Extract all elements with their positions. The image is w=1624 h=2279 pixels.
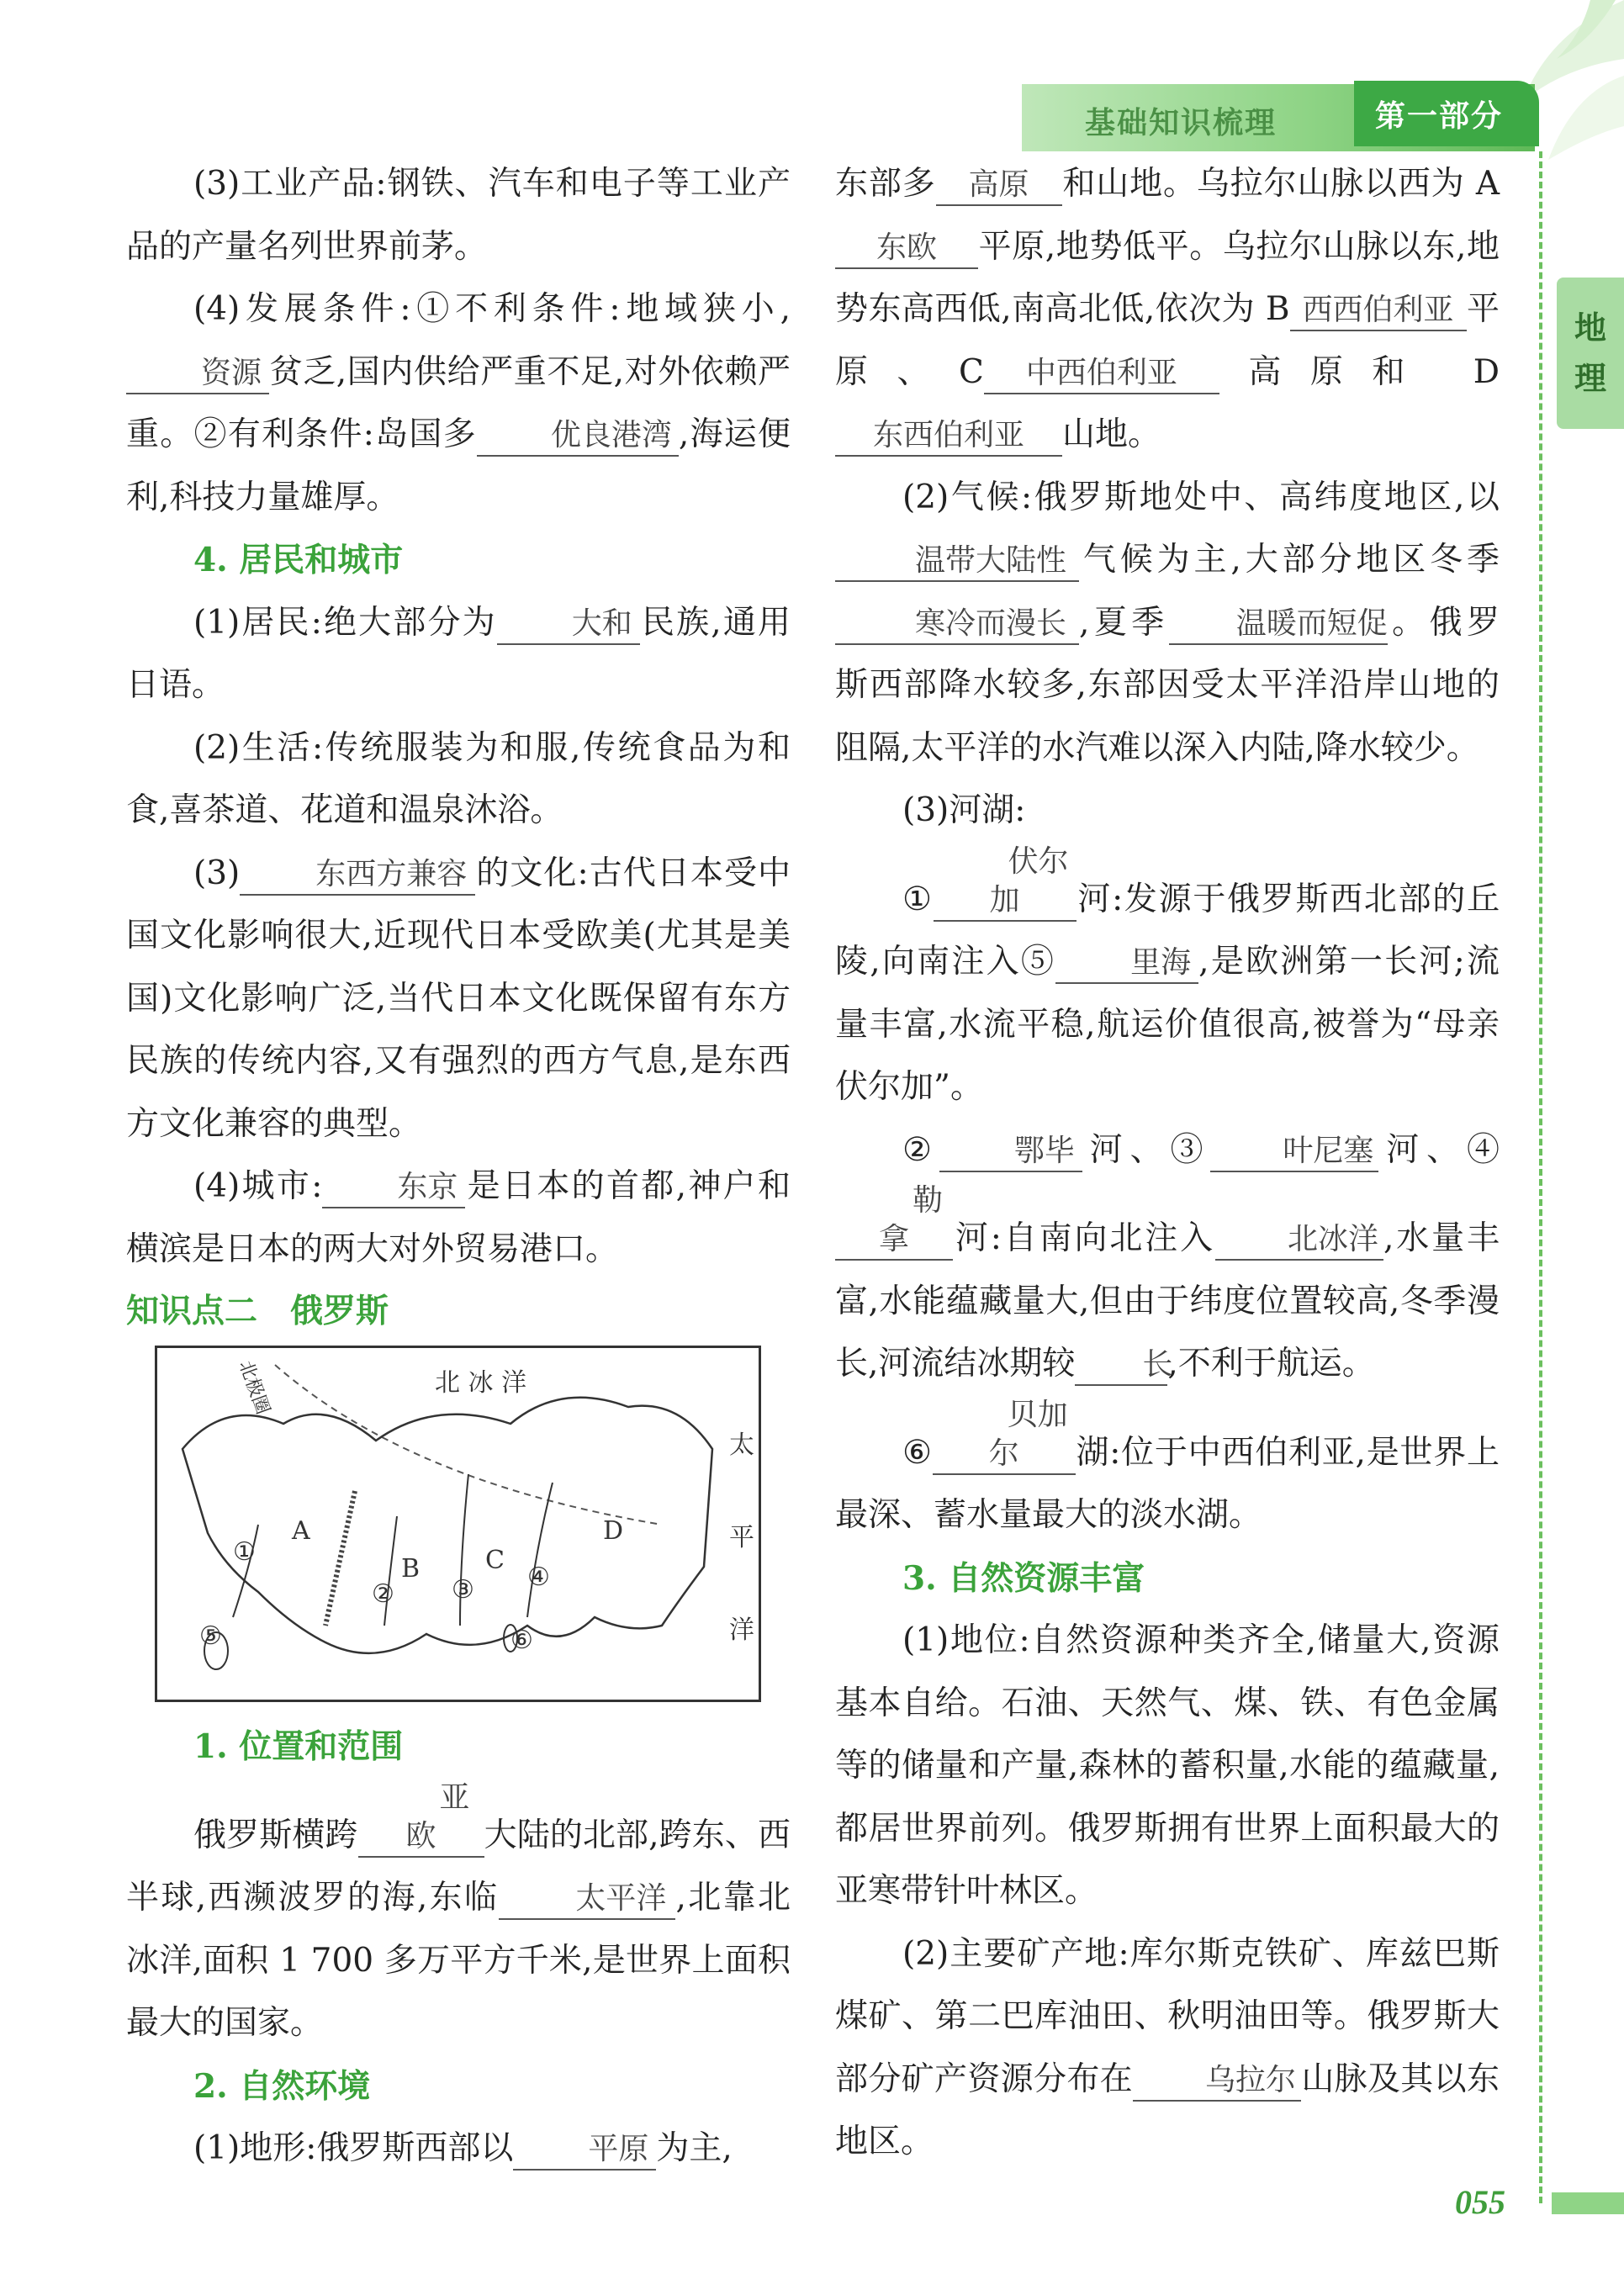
- paragraph-volga: ①伏尔加 河:发源于俄罗斯西北部的丘陵,向南注入⑤ 里海 ,是欧洲第一长河;流量丰富,水流平稳,航运价值很高,被誉为“母亲伏尔加”。: [835, 843, 1500, 1106]
- paragraph-climate: (2)气候:俄罗斯地处中、高纬度地区,以温带大陆性 气候为主,大部分地区冬季寒冷而漫长 ,夏季 温暖而短促。俄罗斯西部降水较多,东部因受太平洋沿岸山地的阻隔,太平洋的水汽难以深入内陆,降水较少。: [835, 478, 1500, 767]
- map-label-pacific-3: 洋: [729, 1615, 754, 1645]
- section-heading-residents: 4. 居民和城市: [193, 541, 404, 579]
- answer-blank: 资源: [126, 354, 269, 394]
- map-label-3: ③: [452, 1575, 474, 1605]
- paragraph-culture: (3) 东西方兼容 的文化:古代日本受中国文化影响很大,近现代日本受欧美(尤其是美国)文化影响广泛,当代日本文化既保留有东方民族的传统内容,又有强烈的西方气息,是东西方文化兼容的典型。: [126, 854, 791, 1143]
- answer-blank: 鄂毕: [939, 1132, 1082, 1172]
- paragraph-development-conditions: (4)发展条件:①不利条件:地域狭小,资源 贫乏,国内供给严重不足,对外依赖严重。②有利条件:岛国多 优良港湾 ,海运便利,科技力量雄厚。: [126, 290, 791, 516]
- paragraph-terrain: (1)地形:俄罗斯西部以 平原 为主,: [126, 2118, 791, 2181]
- answer-blank: 优良港湾: [477, 416, 679, 457]
- answer-blank: 贝加尔: [933, 1396, 1076, 1475]
- answer-blank: 乌拉尔: [1133, 2061, 1301, 2102]
- map-label-2: ②: [372, 1579, 394, 1609]
- map-label-6: ⑥: [510, 1626, 533, 1655]
- answer-blank: 里海: [1055, 944, 1198, 984]
- section-heading-resources: 3. 自然资源丰富: [902, 1558, 1145, 1598]
- russia-map: [155, 1346, 761, 1702]
- subject-side-tab: [1557, 278, 1624, 429]
- side-tab-char-2: 理: [1574, 360, 1606, 397]
- section-heading-natural-environment: 2. 自然环境: [193, 2066, 371, 2106]
- header-section-title: 基础知识梳理: [1085, 106, 1278, 140]
- page-strip: [1552, 2192, 1624, 2214]
- margin-dashed-line: [1539, 151, 1542, 2203]
- answer-blank: 温暖而短促: [1169, 605, 1388, 645]
- paragraph-terrain-cont: 东部多 高原 和山地。乌拉尔山脉以西为 A东欧 平原,地势低平。乌拉尔山脉以东,地势东高西低,南高北低,依次为 B 西西伯利亚 平原、C 中西伯利亚 高原和 D东西伯利亚 山地。: [835, 153, 1500, 467]
- answer-blank: 长: [1075, 1346, 1167, 1386]
- right-column: [835, 153, 1500, 2174]
- map-label-D: D: [603, 1516, 624, 1546]
- side-tab-char-1: 地: [1574, 309, 1606, 346]
- paragraph-baikal: ⑥贝加尔 湖:位于中西伯利亚,是世界上最深、蓄水量最大的淡水湖。: [835, 1397, 1500, 1534]
- knowledge-point-title: 知识点二 俄罗斯: [126, 1293, 389, 1330]
- paragraph-siberian-rivers: ② 鄂毕 河、③ 叶尼塞 河、④勒拿 河:自南向北注入 北冰洋 ,水量丰富,水能蕴藏量大,但由于纬度位置较高,冬季漫长,河流结冰期较 长,不利于航运。: [835, 1119, 1500, 1396]
- map-label-B: B: [401, 1554, 421, 1584]
- left-column: [126, 153, 791, 1344]
- map-label-1: ①: [233, 1537, 256, 1567]
- map-label-arctic-circle: 北极圈: [234, 1357, 273, 1418]
- paragraph-life: (2)生活:传统服装为和服,传统食品为和食,喜茶道、花道和温泉沐浴。: [126, 728, 791, 829]
- answer-blank: 西西伯利亚: [1290, 291, 1467, 331]
- paragraph-rivers-title: (3)河湖:: [902, 791, 1026, 829]
- paragraph-location: 俄罗斯横跨亚欧 大陆的北部,跨东、西半球,西濒波罗的海,东临 太平洋 ,北靠北冰洋,面积 1 700 多万平方千米,是世界上面积最大的国家。: [126, 1779, 791, 2042]
- answer-blank: 温带大陆性: [835, 542, 1079, 582]
- paragraph-industry-products: (3)工业产品:钢铁、汽车和电子等工业产品的产量名列世界前茅。: [126, 165, 791, 266]
- answer-blank: 东欧: [835, 229, 978, 269]
- answer-blank: 东西伯利亚: [835, 416, 1062, 457]
- answer-blank: 高原: [936, 166, 1062, 206]
- answer-blank: 大和: [497, 605, 640, 645]
- answer-blank: 伏尔加: [934, 843, 1076, 922]
- paragraph-resource-status: (1)地位:自然资源种类齐全,储量大,资源基本自给。石油、天然气、煤、铁、有色金属等的储量和产量,森林的蓄积量,水能的蕴藏量,都居世界前列。俄罗斯拥有世界上面积最大的亚寒带针叶林区。: [835, 1621, 1500, 1910]
- left-column-bottom: [126, 1716, 791, 2181]
- map-label-pacific-2: 平: [729, 1523, 754, 1552]
- map-label-pacific-1: 太: [729, 1430, 754, 1460]
- answer-blank: 东西方兼容: [240, 855, 475, 896]
- answer-blank: 亚欧: [358, 1779, 484, 1858]
- page-number: 055: [1455, 2183, 1505, 2221]
- answer-blank: 北冰洋: [1215, 1220, 1383, 1261]
- paragraph-mineral-sites: (2)主要矿产地:库尔斯克铁矿、库兹巴斯煤矿、第二巴库油田、秋明油田等。俄罗斯大部分矿产资源分布在 乌拉尔 山脉及其以东地区。: [835, 1934, 1500, 2160]
- answer-blank: 叶尼塞: [1210, 1132, 1378, 1172]
- section-heading-location: 1. 位置和范围: [193, 1727, 404, 1766]
- map-label-4: ④: [527, 1563, 550, 1592]
- paragraph-cities: (4)城市: 东京 是日本的首都,神户和横滨是日本的两大对外贸易港口。: [126, 1167, 791, 1268]
- answer-blank: 寒冷而漫长: [835, 605, 1079, 645]
- paragraph-residents: (1)居民:绝大部分为 大和 民族,通用日语。: [126, 603, 791, 704]
- answer-blank: 太平洋: [499, 1880, 675, 1920]
- answer-blank: 东京: [322, 1168, 465, 1208]
- map-label-arctic-ocean: 北 冰 洋: [435, 1368, 527, 1398]
- header-part-title: 第一部分: [1375, 99, 1504, 134]
- answer-blank: 中西伯利亚: [984, 354, 1219, 394]
- answer-blank: 勒拿: [835, 1182, 953, 1261]
- answer-blank: 平原: [513, 2130, 656, 2171]
- map-label-C: C: [485, 1546, 505, 1575]
- map-label-A: A: [292, 1516, 310, 1546]
- map-label-5: ⑤: [199, 1621, 222, 1651]
